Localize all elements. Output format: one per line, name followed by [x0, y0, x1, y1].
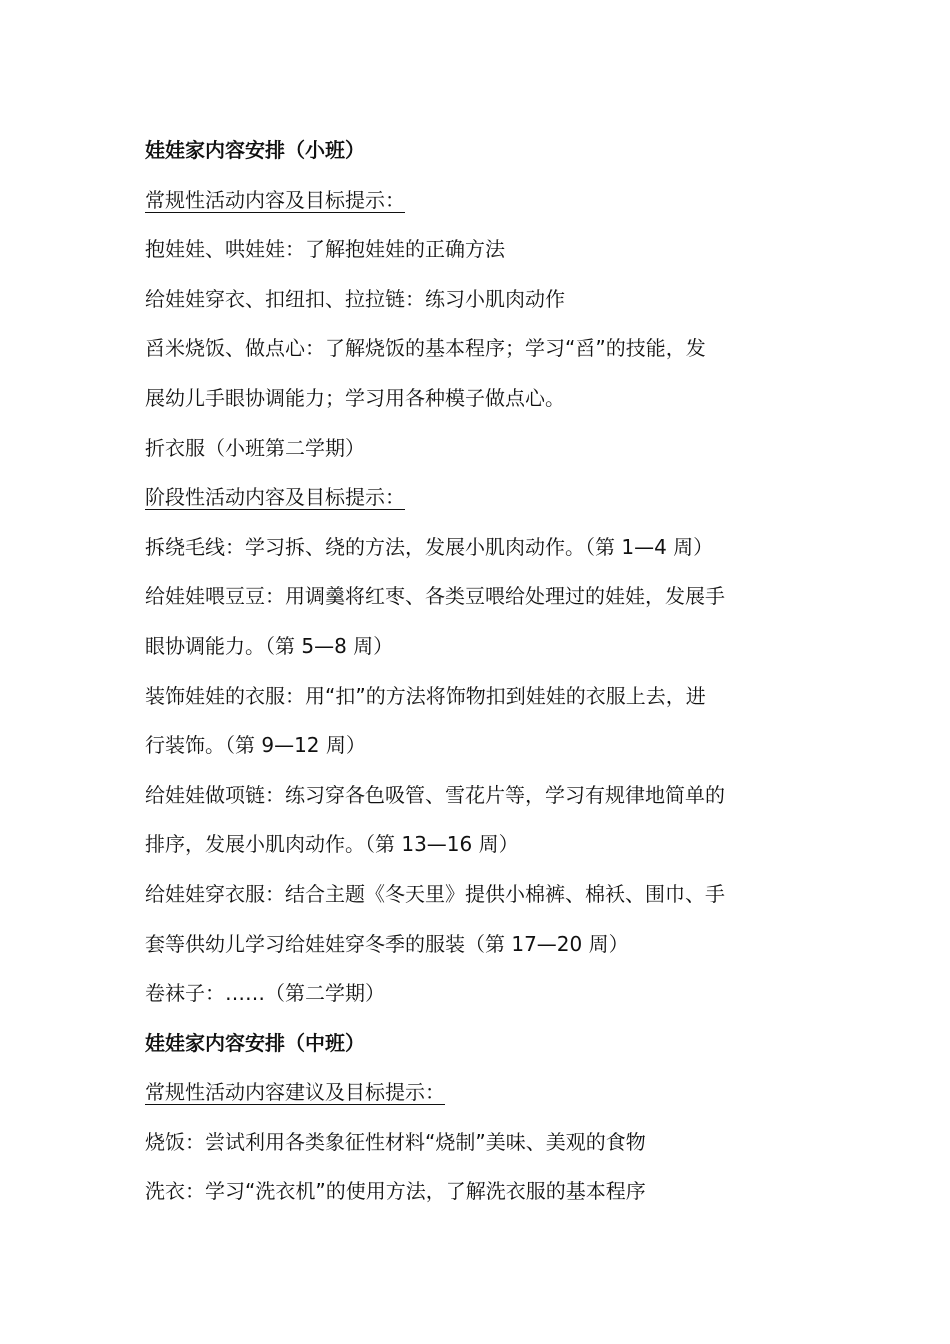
- paragraph-line: 卷袜子：……（第二学期）: [145, 981, 385, 1006]
- paragraph-line: 洗衣：学习“洗衣机”的使用方法，了解洗衣服的基本程序: [145, 1179, 646, 1204]
- section-title-small-class: 娃娃家内容安排（小班）: [145, 138, 365, 162]
- paragraph-line: 烧饭：尝试利用各类象征性材料“烧制”美味、美观的食物: [145, 1129, 646, 1154]
- paragraph-line: 行装饰。（第 9—12 周）: [145, 733, 366, 758]
- paragraph-line: 拆绕毛线：学习拆、绕的方法，发展小肌肉动作。（第 1—4 周）: [145, 534, 714, 559]
- document-content: [145, 126, 815, 1217]
- paragraph-line: 眼协调能力。（第 5—8 周）: [145, 633, 394, 658]
- paragraph-line: 给娃娃穿衣、扣纽扣、拉拉链：练习小肌肉动作: [145, 286, 565, 311]
- paragraph-line: 套等供幼儿学习给娃娃穿冬季的服装（第 17—20 周）: [145, 931, 629, 956]
- subsection-title-stage: 阶段性活动内容及目标提示：: [145, 485, 405, 510]
- paragraph-line: 抱娃娃、哄娃娃：了解抱娃娃的正确方法: [145, 237, 505, 262]
- paragraph-line: 装饰娃娃的衣服：用“扣”的方法将饰物扣到娃娃的衣服上去，进: [145, 683, 706, 708]
- paragraph-line: 舀米烧饭、做点心：了解烧饭的基本程序；学习“舀”的技能，发: [145, 336, 706, 361]
- subsection-title-routine-middle: 常规性活动内容建议及目标提示：: [145, 1080, 445, 1105]
- subsection-title-routine: 常规性活动内容及目标提示：: [145, 187, 405, 212]
- paragraph-line: 折衣服（小班第二学期）: [145, 435, 365, 460]
- paragraph-line: 给娃娃做项链：练习穿各色吸管、雪花片等，学习有规律地简单的: [145, 782, 725, 807]
- paragraph-line: 给娃娃喂豆豆：用调羹将红枣、各类豆喂给处理过的娃娃，发展手: [145, 584, 725, 609]
- paragraph-line: 给娃娃穿衣服：结合主题《冬天里》提供小棉裤、棉袄、围巾、手: [145, 881, 725, 906]
- paragraph-line: 排序，发展小肌肉动作。（第 13—16 周）: [145, 832, 519, 857]
- paragraph-line: 展幼儿手眼协调能力；学习用各种模子做点心。: [145, 385, 565, 410]
- section-title-middle-class: 娃娃家内容安排（中班）: [145, 1030, 365, 1055]
